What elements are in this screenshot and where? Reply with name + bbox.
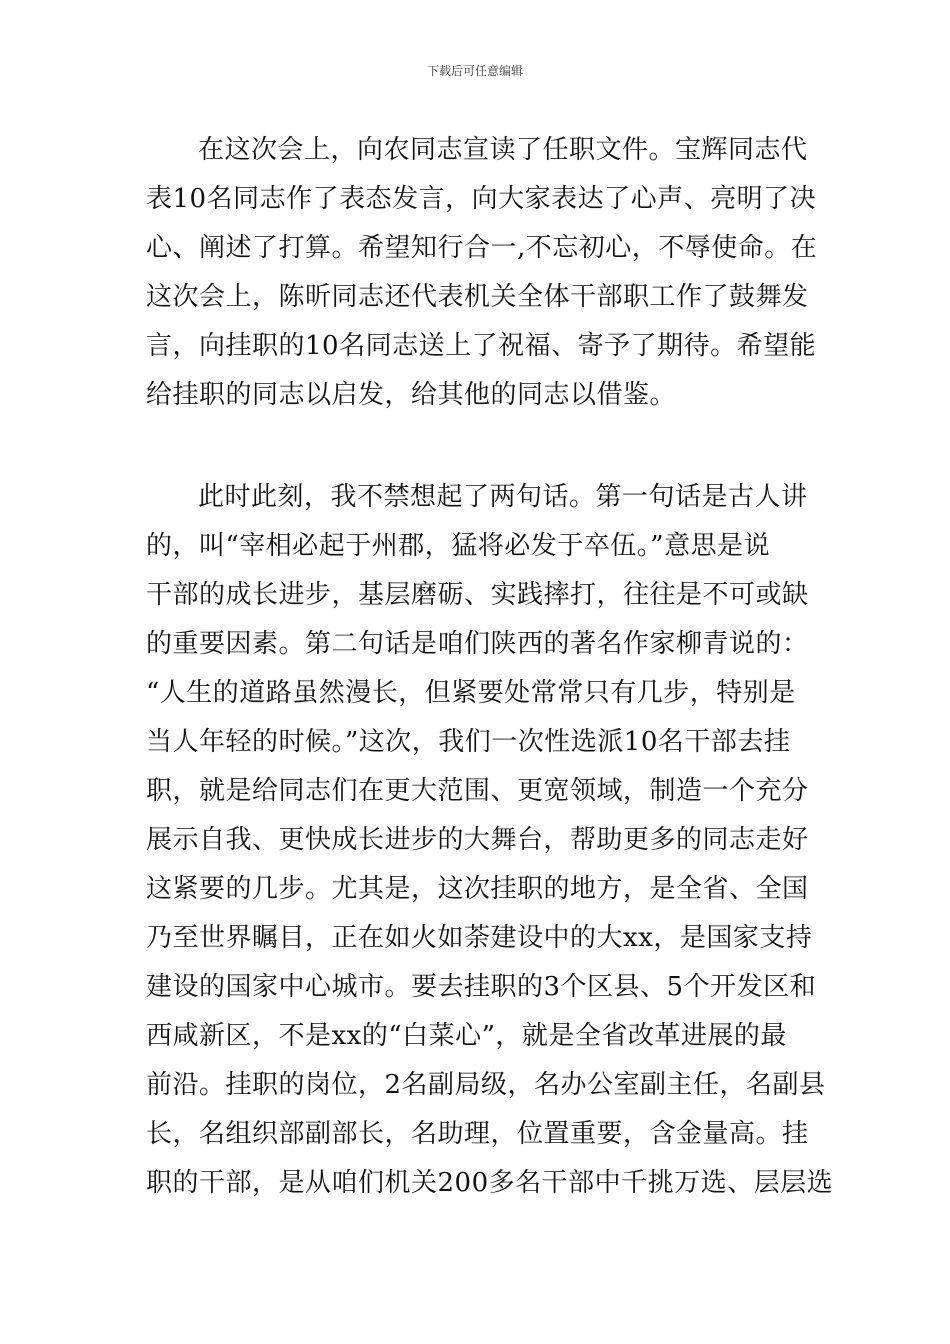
paragraph-line: 这紧要的几步。尤其是，这次挂职的地方，是全省、全国 xyxy=(146,874,809,904)
paragraph-line: 言，向挂职的10名同志送上了祝福、寄予了期待。希望能 xyxy=(146,331,817,361)
paragraph-line: 此时此刻，我不禁想起了两句话。第一句话是古人讲 xyxy=(198,482,808,512)
paragraph-line: 建设的国家中心城市。要去挂职的3个区县、5个开发区和 xyxy=(146,972,817,1002)
paragraph-line: 前沿。挂职的岗位，2名副局级，名办公室副主任，名副县 xyxy=(146,1070,826,1100)
paragraph-line: 乃至世界瞩目，正在如火如荼建设中的大xx，是国家支持 xyxy=(146,923,813,953)
paragraph-line: 的重要因素。第二句话是咱们陕西的著名作家柳青说的： xyxy=(146,629,809,659)
paragraph-line: “人生的道路虽然漫长，但紧要处常常只有几步，特别是 xyxy=(146,678,796,708)
paragraph-line: 展示自我、更快成长进步的大舞台，帮助更多的同志走好 xyxy=(146,825,809,855)
paragraph-1 xyxy=(146,126,818,420)
paragraph-2 xyxy=(146,473,834,1208)
paragraph-line: 西咸新区，不是xx的“白菜心”，就是全省改革进展的最 xyxy=(146,1021,787,1051)
paragraph-line: 职的干部，是从咱们机关200多名干部中千挑万选、层层选 xyxy=(146,1168,834,1198)
paragraph-line: 给挂职的同志以启发，给其他的同志以借鉴。 xyxy=(146,380,677,410)
paragraph-line: 在这次会上，向农同志宣读了任职文件。宝辉同志代 xyxy=(198,135,808,165)
paragraph-line: 长，名组织部副部长，名助理，位置重要，含金量高。挂 xyxy=(146,1119,809,1149)
paragraph-line: 当人年轻的时候。”这次，我们一次性选派10名干部去挂 xyxy=(146,727,791,757)
paragraph-line: 职，就是给同志们在更大范围、更宽领域，制造一个充分 xyxy=(146,776,809,806)
paragraph-line: 心、阐述了打算。希望知行合一,不忘初心，不辱使命。在 xyxy=(146,233,818,263)
paragraph-line: 的，叫“宰相必起于州郡，猛将必发于卒伍。”意思是说 xyxy=(146,531,771,561)
header-note: 下载后可任意编辑 xyxy=(426,64,523,78)
paragraph-line: 这次会上，陈昕同志还代表机关全体干部职工作了鼓舞发 xyxy=(146,282,809,312)
paragraph-line: 干部的成长进步，基层磨砺、实践摔打，往往是不可或缺 xyxy=(146,580,809,610)
paragraph-line: 表10名同志作了表态发言，向大家表达了心声、亮明了决 xyxy=(146,184,817,214)
